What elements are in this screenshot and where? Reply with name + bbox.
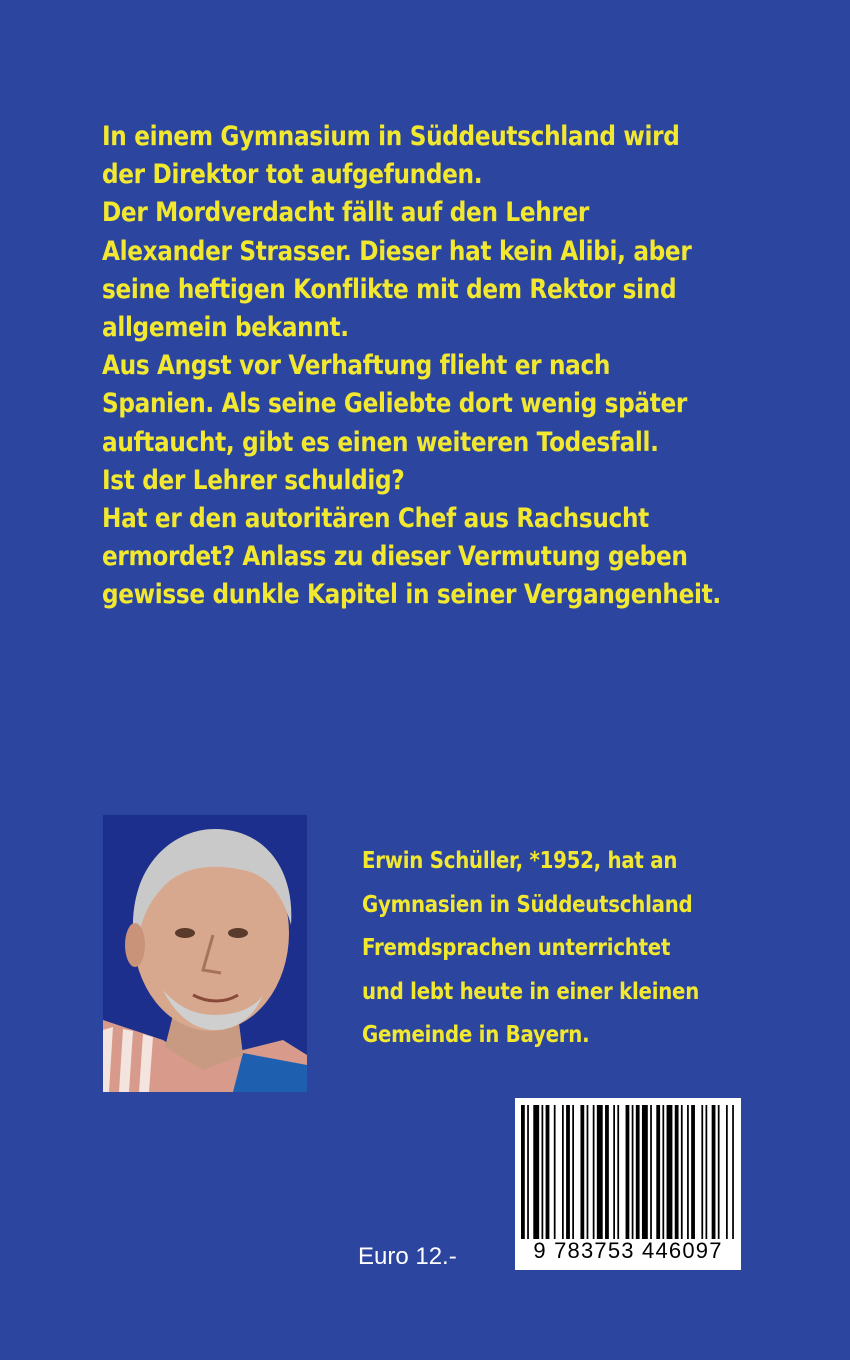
author-photo xyxy=(103,815,307,1092)
blurb-line: allgemein bekannt. xyxy=(102,312,349,344)
barcode-bar xyxy=(667,1105,673,1239)
bio-line: Gemeinde in Bayern. xyxy=(362,1022,590,1048)
bio-line: und lebt heute in einer kleinen xyxy=(362,978,700,1005)
barcode-bar xyxy=(580,1105,584,1239)
barcode-bar xyxy=(562,1105,564,1239)
barcode-bar xyxy=(732,1105,734,1239)
barcode-bar xyxy=(656,1105,660,1239)
blurb-line: Alexander Strasser. Dieser hat kein Alibi, aber xyxy=(102,235,692,267)
barcode-bar xyxy=(636,1105,640,1239)
barcode-bar xyxy=(632,1105,634,1239)
isbn-number: 9 783753 446097 xyxy=(533,1238,723,1263)
barcode-bar xyxy=(605,1105,609,1239)
barcode-bar xyxy=(712,1105,716,1239)
blurb-line: seine heftigen Konflikte mit dem Rektor sind xyxy=(102,273,677,305)
barcode-bar xyxy=(687,1105,689,1239)
barcode-bar xyxy=(554,1105,556,1239)
blurb-line: Aus Angst vor Verhaftung flieht er nach xyxy=(102,350,611,382)
barcode-bar xyxy=(533,1105,539,1239)
barcode-bars xyxy=(519,1105,737,1239)
barcode-bar xyxy=(718,1105,720,1239)
barcode-bar xyxy=(613,1105,615,1239)
blurb-line: gewisse dunkle Kapitel in seiner Vergangenheit. xyxy=(102,579,721,611)
barcode-bar xyxy=(675,1105,679,1239)
barcode-bar xyxy=(521,1105,525,1239)
bio-line: Gymnasien in Süddeutschland xyxy=(362,891,693,918)
barcode-bar xyxy=(650,1105,652,1239)
blurb-line: Ist der Lehrer schuldig? xyxy=(102,464,405,496)
blurb-line: auftaucht, gibt es einen weiteren Todesfall. xyxy=(102,426,659,458)
blurb-line: Spanien. Als seine Geliebte dort wenig später xyxy=(102,388,687,420)
barcode-bar xyxy=(587,1105,589,1239)
blurb-line: In einem Gymnasium in Süddeutschland wird xyxy=(102,121,680,152)
blurb-line: Hat er den autoritären Chef aus Rachsucht xyxy=(102,503,649,535)
barcode-bar xyxy=(726,1105,728,1239)
barcode-bar xyxy=(572,1105,574,1239)
barcode-bar xyxy=(617,1105,619,1239)
barcode-bar xyxy=(593,1105,595,1239)
blurb-line: der Direktor tot aufgefunden. xyxy=(102,159,483,191)
blurb-line: ermordet? Anlass zu dieser Vermutung geben xyxy=(102,541,688,573)
bio-line: Erwin Schüller, *1952, hat an xyxy=(362,848,678,874)
barcode-bar xyxy=(527,1105,529,1239)
isbn-barcode xyxy=(515,1098,741,1270)
barcode-bar xyxy=(681,1105,683,1239)
barcode-bar xyxy=(642,1105,648,1239)
barcode-bar xyxy=(597,1105,603,1239)
back-cover-blurb xyxy=(102,118,721,615)
barcode-bar xyxy=(691,1105,695,1239)
barcode-bar xyxy=(542,1105,544,1239)
price-label: Euro 12.- xyxy=(358,1243,457,1270)
blurb-line: Der Mordverdacht fällt auf den Lehrer xyxy=(102,197,590,229)
barcode-bar xyxy=(546,1105,550,1239)
barcode-bar xyxy=(662,1105,664,1239)
barcode-bar xyxy=(626,1105,630,1239)
barcode-bar xyxy=(701,1105,703,1239)
barcode-bar xyxy=(706,1105,708,1239)
bio-line: Fremdsprachen unterrichtet xyxy=(362,935,671,961)
barcode-bar xyxy=(566,1105,570,1239)
author-bio xyxy=(362,840,699,1058)
